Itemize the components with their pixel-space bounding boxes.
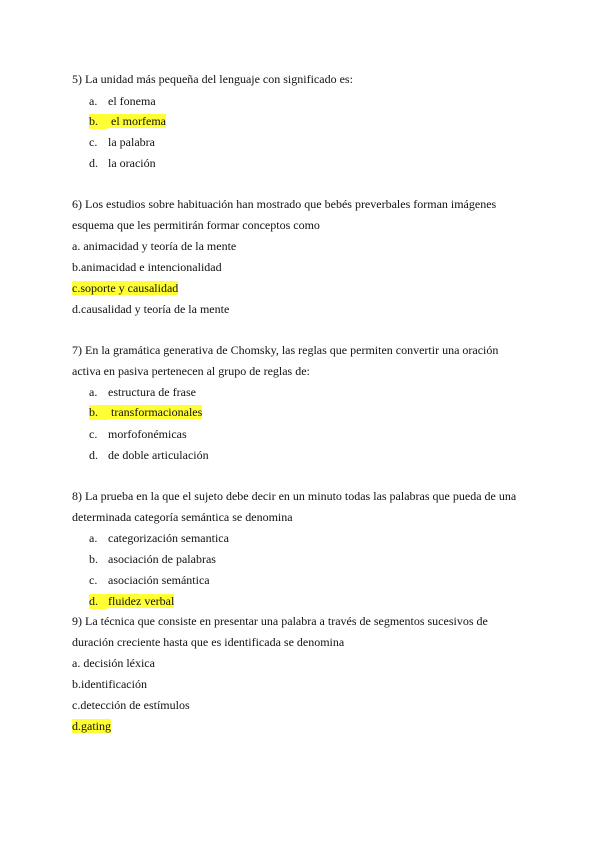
question-9-option-b: b.identificación [72, 677, 147, 691]
question-8-option-c: c. asociación semántica [89, 573, 210, 587]
question-7-stem-line-1: 7) En la gramática generativa de Chomsky, las reglas que permiten convertir una oración [72, 343, 499, 357]
question-6-option-c-answer: c.soporte y causalidad [72, 281, 179, 295]
question-6-option-b: b.animacidad e intencionalidad [72, 260, 222, 274]
question-8-option-b: b. asociación de palabras [89, 552, 216, 566]
question-8-stem-line-2: determinada categoría semántica se denomina [72, 510, 293, 524]
question-9-option-d-answer: d.gating [72, 719, 111, 733]
question-6-option-d: d.causalidad y teoría de la mente [72, 302, 230, 316]
question-5-stem: 5) La unidad más pequeña del lenguaje con significado es: [72, 72, 353, 86]
question-5-option-a: a. el fonema [89, 94, 156, 108]
question-7-option-a: a. estructura de frase [89, 385, 196, 399]
question-5-option-d: d. la oración [89, 156, 156, 170]
question-8-option-a: a. categorización semantica [89, 531, 229, 545]
question-7-stem-line-2: activa en pasiva pertenecen al grupo de reglas de: [72, 364, 310, 378]
question-9-option-a: a. decisión léxica [72, 656, 155, 670]
question-7-option-d: d. de doble articulación [89, 448, 209, 462]
question-9-stem-line-2: duración creciente hasta que es identificada se denomina [72, 635, 345, 649]
question-6-stem-line-1: 6) Los estudios sobre habituación han mostrado que bebés preverbales forman imágenes [72, 197, 497, 211]
question-6-option-a: a. animacidad y teoría de la mente [72, 239, 237, 253]
question-7-option-b-answer: b. transformacionales [89, 405, 203, 419]
question-9-stem-line-1: 9) La técnica que consiste en presentar una palabra a través de segmentos sucesivos de [72, 614, 488, 628]
question-6-stem-line-2: esquema que les permitirán formar conceptos como [72, 218, 320, 232]
question-8-stem-line-1: 8) La prueba en la que el sujeto debe decir en un minuto todas las palabras que pueda de una [72, 489, 517, 503]
question-8-option-d-answer: d. fluidez verbal [89, 594, 175, 608]
question-5-option-b-answer: b. el morfema [89, 114, 166, 128]
question-5-option-c: c. la palabra [89, 135, 155, 149]
question-9-option-c: c.detección de estímulos [72, 698, 190, 712]
question-7-option-c: c. morfofonémicas [89, 427, 187, 441]
